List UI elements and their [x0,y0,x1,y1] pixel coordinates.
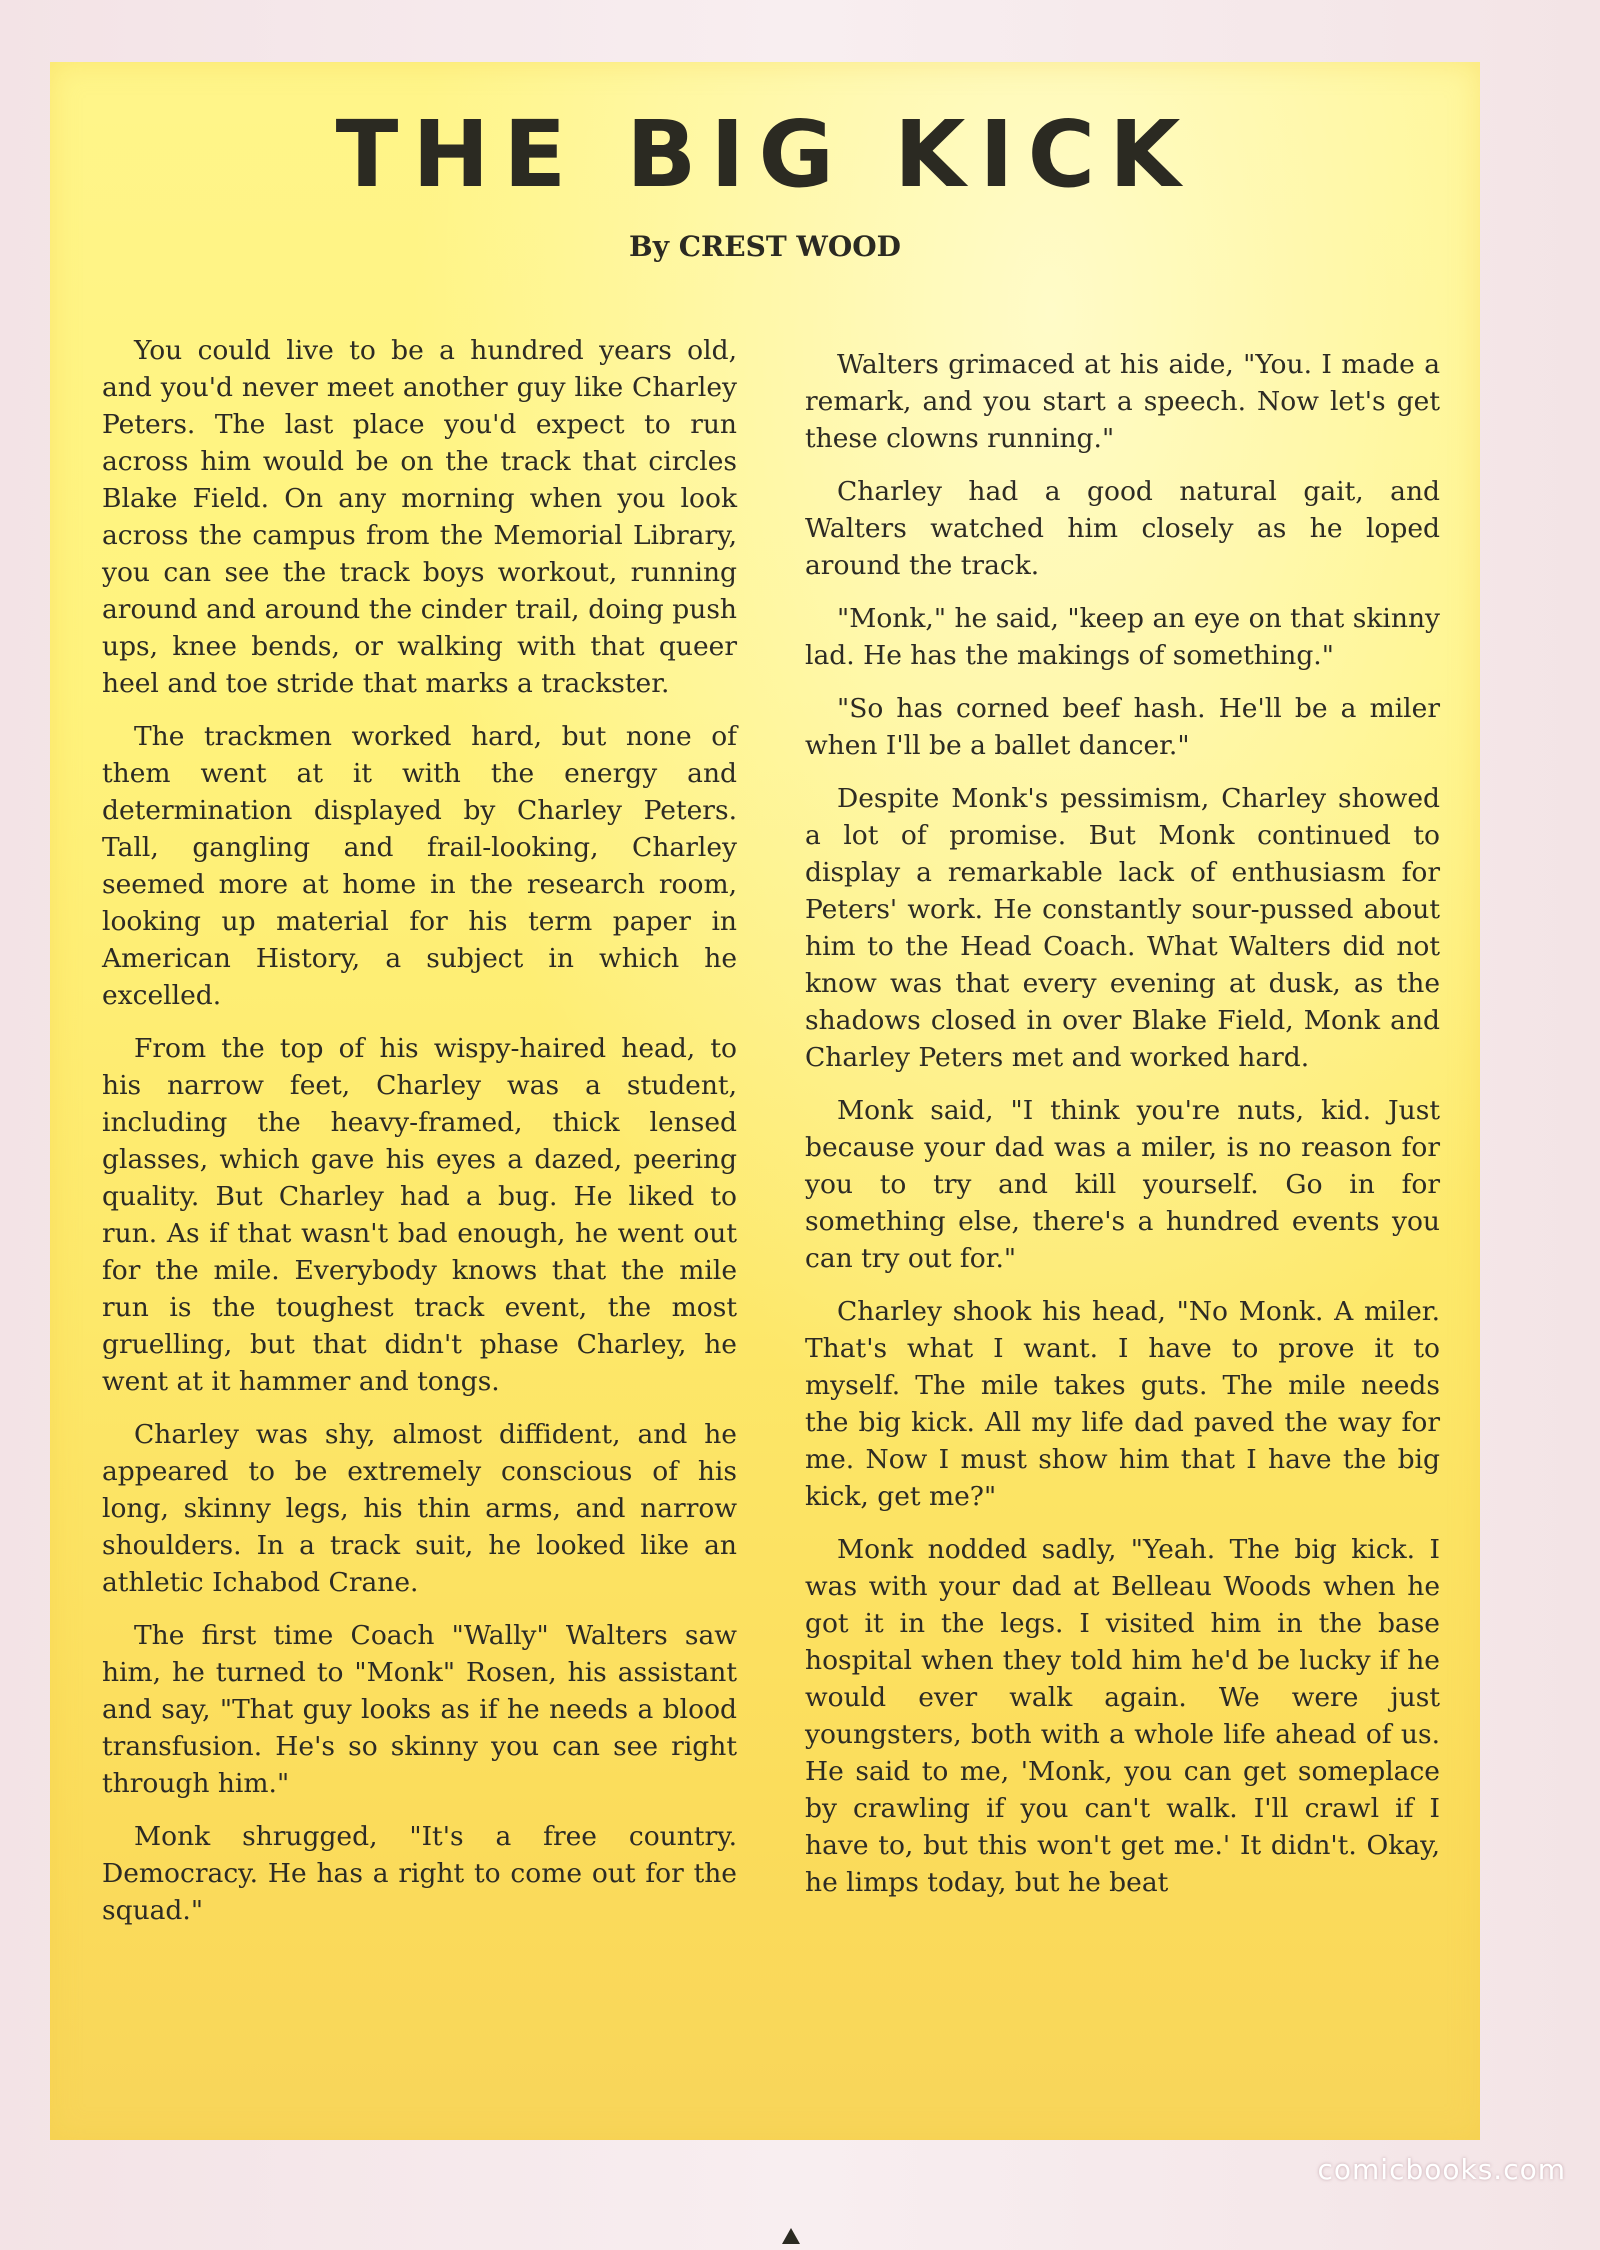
paragraph: Charley was shy, almost diffident, and he appeared to be extremely conscious of his long, skinny legs, his thin arms, and narrow shoulders. In a track suit, he looked like an athletic Ichabod Crane. [102,1419,737,1598]
paragraph: Despite Monk's pessimism, Charley showed a lot of promise. But Monk continued to display a remarkable lack of enthusiasm for Peters' work. He constantly sour-pussed about him to the Head Coach. What Walters did not know was that every evening at dusk, as the shadows closed in over Blake Field, Monk and Charley Peters met and worked hard. [805,783,1440,1073]
article-title: THE BIG KICK [335,101,1195,208]
left-column [102,332,737,1945]
triangle-mark-icon [782,2228,800,2244]
paragraph: The first time Coach "Wally" Walters saw him, he turned to "Monk" Rosen, his assistant and say, "That guy looks as if he needs a blood transfusion. He's so skinny you can see right through him." [102,1620,737,1799]
paragraph: Monk nodded sadly, "Yeah. The big kick. I was with your dad at Belleau Woods when he got it in the legs. I visited him in the base hospital when they told him he'd be lucky if he would ever walk again. We were just youngsters, both with a whole life ahead of us. He said to me, 'Monk, you can get someplace by crawling if you can't walk. I'll crawl if I have to, but this won't get me.' It didn't. Okay, he limps today, but he beat [805,1534,1440,1898]
paragraph: "So has corned beef hash. He'll be a miler when I'll be a ballet dancer." [805,693,1440,761]
paragraph: You could live to be a hundred years old, and you'd never meet another guy like Charley Peters. The last place you'd expect to run across him would be on the track that circles Blake Field. On any morning when you look across the campus from the Memorial Library, you can see the track boys workout, running around and around the cinder trail, doing push ups, knee bends, or walking with that queer heel and toe stride that marks a trackster. [102,335,737,699]
article-panel [50,62,1480,2140]
watermark-text: comicbooks.com [1317,2153,1566,2186]
article-byline: By CREST WOOD [629,230,901,263]
paragraph: The trackmen worked hard, but none of them went at it with the energy and determination displayed by Charley Peters. Tall, gangling and frail-looking, Charley seemed more at home in the research room, looking up material for his term paper in American History, a subject in which he excelled. [102,721,737,1011]
paragraph: Monk shrugged, "It's a free country. Democracy. He has a right to come out for the squad." [102,1821,737,1926]
paragraph: Charley shook his head, "No Monk. A miler. That's what I want. I have to prove it to myself. The mile takes guts. The mile needs the big kick. All my life dad paved the way for me. Now I must show him that I have the big kick, get me?" [805,1296,1440,1512]
paragraph: "Monk," he said, "keep an eye on that skinny lad. He has the makings of something." [805,603,1440,671]
paragraph: Charley had a good natural gait, and Walters watched him closely as he loped around the track. [805,476,1440,581]
paragraph: From the top of his wispy-haired head, to his narrow feet, Charley was a student, including the heavy-framed, thick lensed glasses, which gave his eyes a dazed, peering quality. But Charley had a bug. He liked to run. As if that wasn't bad enough, he went out for the mile. Everybody knows that the mile run is the toughest track event, the most gruelling, but that didn't phase Charley, he went at it hammer and tongs. [102,1033,737,1397]
paragraph: Walters grimaced at his aide, "You. I made a remark, and you start a speech. Now let's get these clowns running." [805,349,1440,454]
paragraph: Monk said, "I think you're nuts, kid. Just because your dad was a miler, is no reason for you to try and kill yourself. Go in for something else, there's a hundred events you can try out for." [805,1095,1440,1274]
right-column [805,346,1440,1917]
